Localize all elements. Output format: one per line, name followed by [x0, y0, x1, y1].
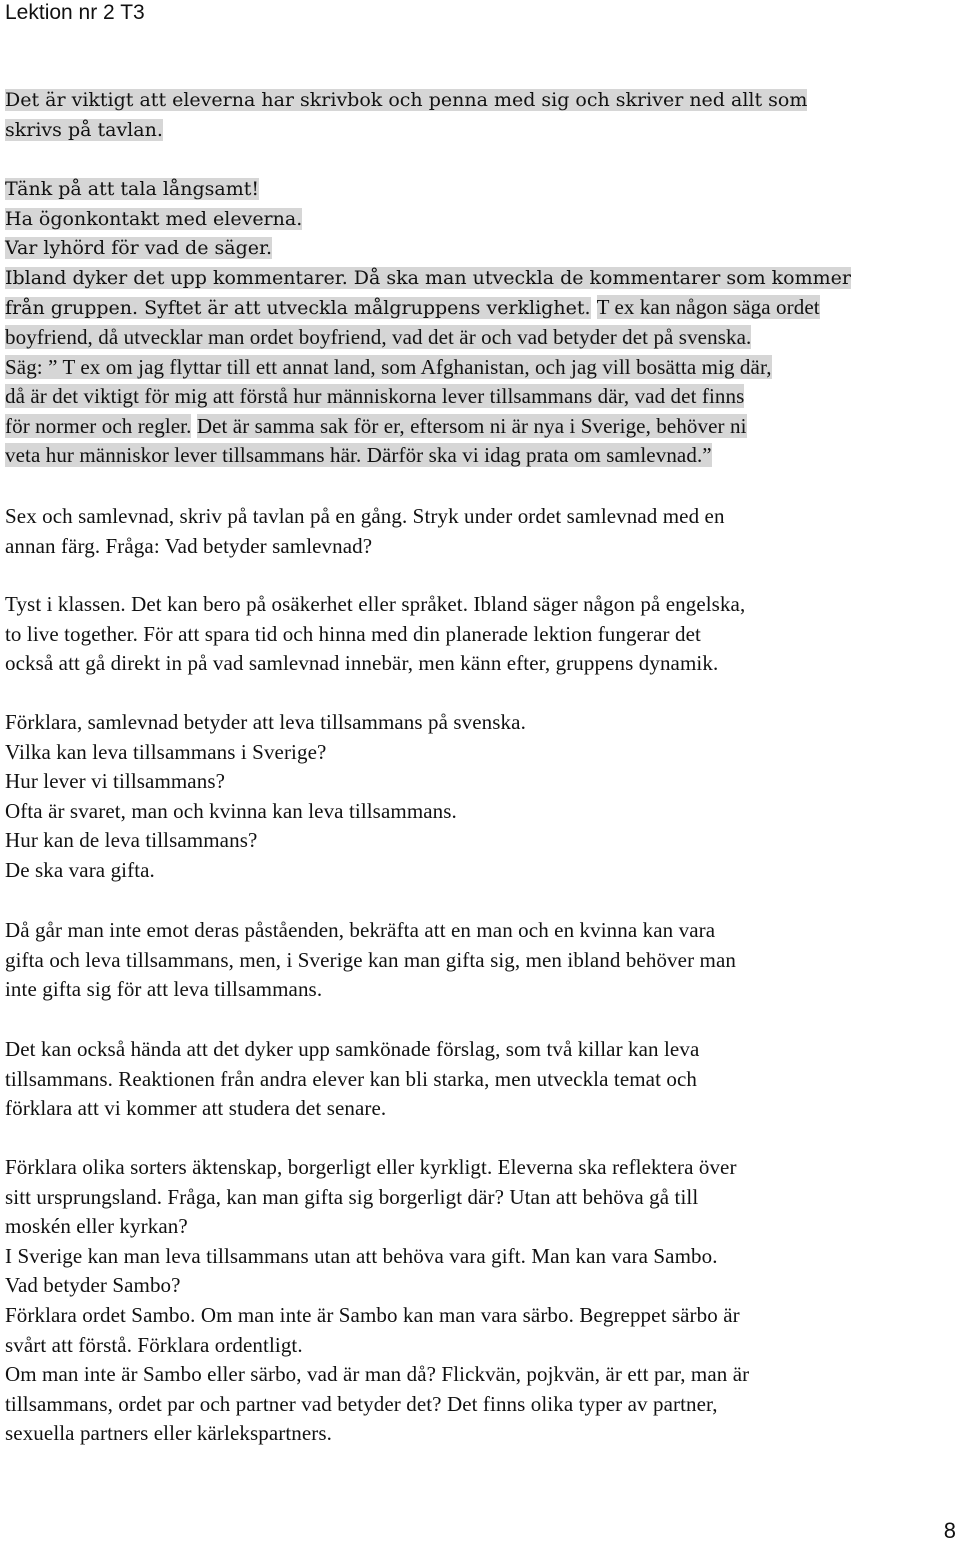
body-line: sitt ursprungsland. Fråga, kan man gifta sig borgerligt där? Utan att behöva gå till — [5, 1184, 699, 1209]
paragraph-forklara — [5, 708, 955, 886]
paragraph-samlevnad — [5, 502, 955, 561]
tips-line: Var lyhörd för vad de säger. — [5, 237, 273, 260]
body-line: Vad betyder Sambo? — [5, 1273, 181, 1298]
body-line: Sex och samlevnad, skriv på tavlan på en gång. Stryk under ordet samlevnad med en — [5, 504, 725, 528]
body-line: Då går man inte emot deras påståenden, bekräfta att en man och en kvinna kan vara — [5, 918, 716, 942]
tips-line: från gruppen. Syftet är att utveckla målgruppens verklighet. T ex kan någon säga ordet — [5, 295, 820, 320]
body-line: gifta och leva tillsammans, men, i Sverige kan man gifta sig, men ibland behöver man — [5, 947, 736, 972]
body-line: Ofta är svaret, man och kvinna kan leva tillsammans. — [5, 798, 457, 823]
body-line: Hur lever vi tillsammans? — [5, 769, 226, 794]
tips-line: Säg: ” T ex om jag flyttar till ett annat land, som Afghanistan, och jag vill bosätta mig där, — [5, 354, 772, 379]
body-line: Förklara olika sorters äktenskap, borgerligt eller kyrkligt. Eleverna ska reflektera över — [5, 1155, 737, 1179]
body-line: sexuella partners eller kärlekspartners. — [5, 1421, 333, 1446]
body-line: annan färg. Fråga: Vad betyder samlevnad? — [5, 533, 373, 558]
tips-line: veta hur människor lever tillsammans här. Därför ska vi idag prata om samlevnad.” — [5, 443, 712, 468]
tips-line: Ha ögonkontakt med eleverna. — [5, 207, 303, 230]
body-line: Vilka kan leva tillsammans i Sverige? — [5, 739, 327, 764]
body-line: Förklara ordet Sambo. Om man inte är Sambo kan man vara särbo. Begreppet särbo är — [5, 1302, 740, 1327]
paragraph-aktenskap — [5, 1153, 955, 1449]
body-line: Hur kan de leva tillsammans? — [5, 828, 258, 853]
body-line: De ska vara gifta. — [5, 857, 155, 882]
tips-line: Tänk på att tala långsamt! — [5, 178, 259, 200]
body-line: Om man inte är Sambo eller särbo, vad är man då? Flickvän, pojkvän, är ett par, man är — [5, 1362, 750, 1387]
body-line: to live together. För att spara tid och hinna med din planerade lektion fungerar det — [5, 621, 701, 646]
paragraph-pastaenden — [5, 916, 955, 1005]
intro-line: skrivs på tavlan. — [5, 118, 163, 141]
page-number: 8 — [943, 1518, 956, 1543]
paragraph-tyst — [5, 590, 955, 679]
body-line: I Sverige kan man leva tillsammans utan att behöva vara gift. Man kan vara Sambo. — [5, 1243, 718, 1268]
tips-line: för normer och regler. Det är samma sak för er, eftersom ni är nya i Sverige, behöver ni — [5, 413, 747, 438]
body-line: svårt att förstå. Förklara ordentligt. — [5, 1332, 303, 1357]
intro-paragraph — [5, 86, 955, 145]
body-line: tillsammans, ordet par och partner vad betyder det? Det finns olika typer av partner, — [5, 1391, 718, 1416]
body-line: moskén eller kyrkan? — [5, 1214, 188, 1239]
tips-paragraph — [5, 175, 955, 471]
body-line: förklara att vi kommer att studera det senare. — [5, 1096, 387, 1121]
paragraph-samkonade — [5, 1035, 955, 1124]
tips-line: boyfriend, då utvecklar man ordet boyfriend, vad det är och vad betyder det på svenska. — [5, 324, 752, 349]
body-line: också att gå direkt in på vad samlevnad innebär, men känn efter, gruppens dynamik. — [5, 651, 719, 676]
document-header: Lektion nr 2 T3 — [5, 1, 145, 24]
body-line: Det kan också hända att det dyker upp samkönade förslag, som två killar kan leva — [5, 1037, 700, 1061]
body-line: Förklara, samlevnad betyder att leva tillsammans på svenska. — [5, 710, 526, 734]
tips-line: då är det viktigt för mig att förstå hur människorna lever tillsammans där, vad det finns — [5, 384, 745, 409]
body-line: inte gifta sig för att leva tillsammans. — [5, 977, 323, 1002]
intro-line: Det är viktigt att eleverna har skrivbok och penna med sig och skriver ned allt som — [5, 89, 808, 111]
body-line: tillsammans. Reaktionen från andra elever kan bli starka, men utveckla temat och — [5, 1066, 697, 1091]
tips-line: Ibland dyker det upp kommentarer. Då ska man utveckla de kommentarer som kommer — [5, 266, 851, 289]
body-line: Tyst i klassen. Det kan bero på osäkerhet eller språket. Ibland säger någon på engelska, — [5, 592, 746, 616]
